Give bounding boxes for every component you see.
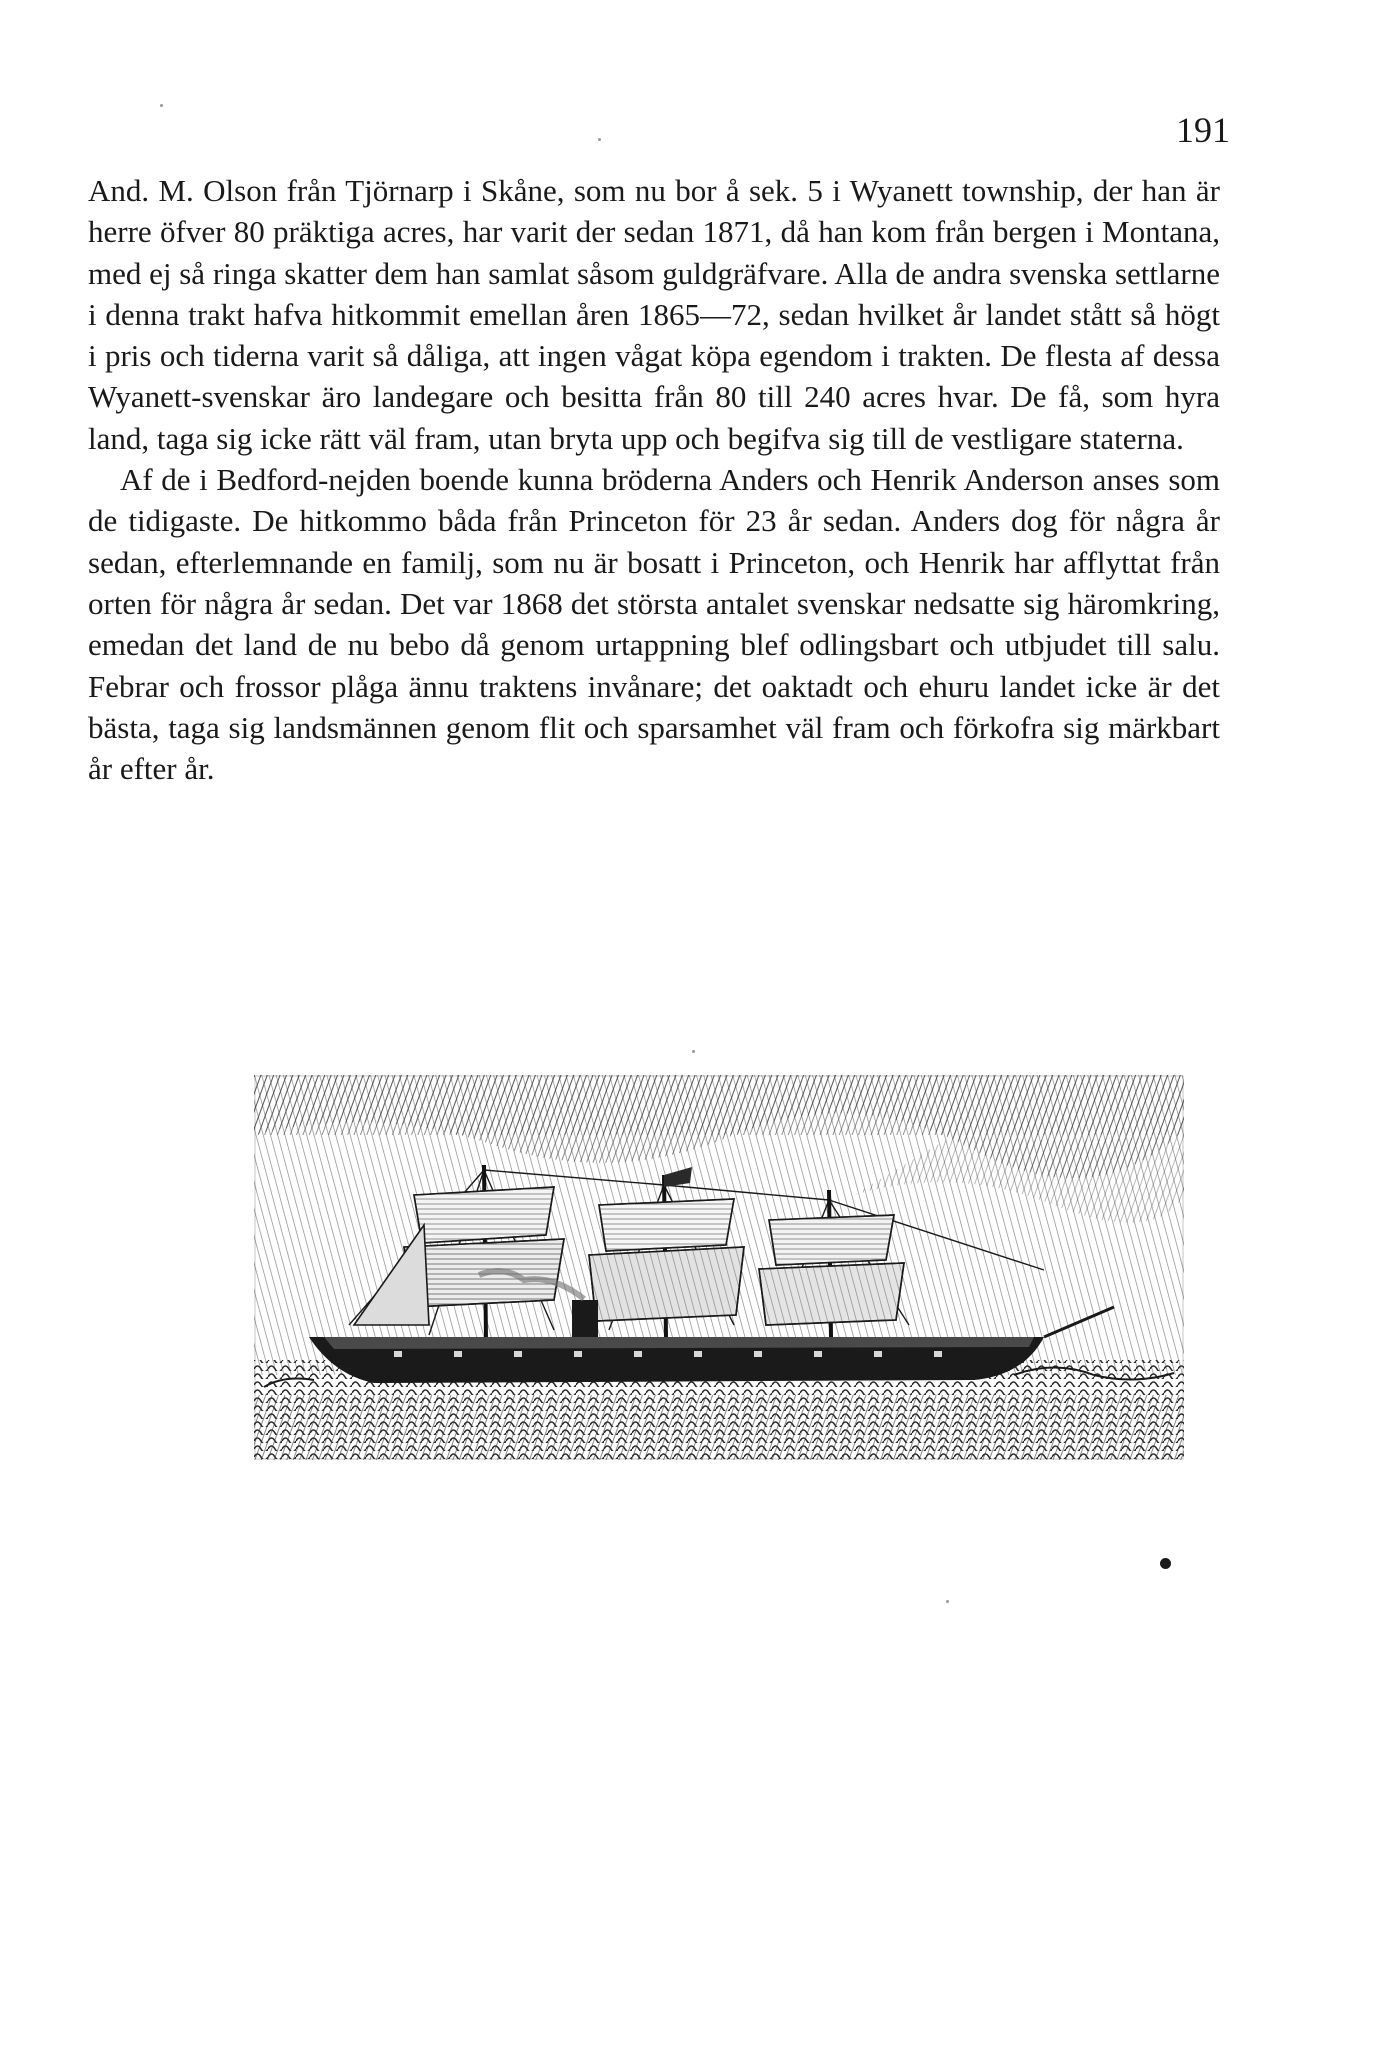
paper-speck: [160, 104, 163, 107]
steamship-engraving-icon: [254, 1075, 1184, 1460]
paper-speck: [692, 1050, 695, 1053]
body-text: [88, 170, 1220, 789]
paragraph-bedford: Af de i Bedford-nejden boende kunna bröderna Anders och Henrik Anderson anses som de tidigaste. De hitkommo båda från Princeton för 23 år sedan. Anders dog för några år sedan, efterlemnande en familj, som nu är bosatt i Princeton, och Henrik har afflyttat från orten för några år sedan. Det var 1868 det största antalet svenskar nedsatte sig häromkring, emedan det land de nu bebo då genom urtappning blef odlingsbart och utbjudet till salu. Febrar och frossor plåga ännu traktens invånare; det oaktadt och ehuru landet icke är det bästa, taga sig landsmännen genom flit och sparsamhet väl fram och förkofra sig märkbart år efter år.: [88, 462, 1220, 787]
page-number: 191: [1176, 110, 1230, 150]
ink-dot: [1160, 1558, 1171, 1569]
paper-speck: [598, 138, 601, 141]
paper-speck: [946, 1600, 949, 1603]
paragraph-wyanett: And. M. Olson från Tjörnarp i Skåne, som nu bor å sek. 5 i Wyanett township, der han är herre öfver 80 präktiga acres, har varit der sedan 1871, då han kom från bergen i Montana, med ej så ringa skatter dem han samlat såsom guldgräfvare. Alla de andra svenska settlarne i denna trakt hafva hitkommit emellan åren 1865—72, sedan hvilket år landet stått så högt i pris och tiderna varit så dåliga, att ingen vågat köpa egendom i trakten. De flesta af dessa Wyanett-svenskar äro landegare och besitta från 80 till 240 acres hvar. De få, som hyra land, taga sig icke rätt väl fram, utan bryta upp och begifva sig till de vestligare staterna.: [88, 173, 1220, 456]
